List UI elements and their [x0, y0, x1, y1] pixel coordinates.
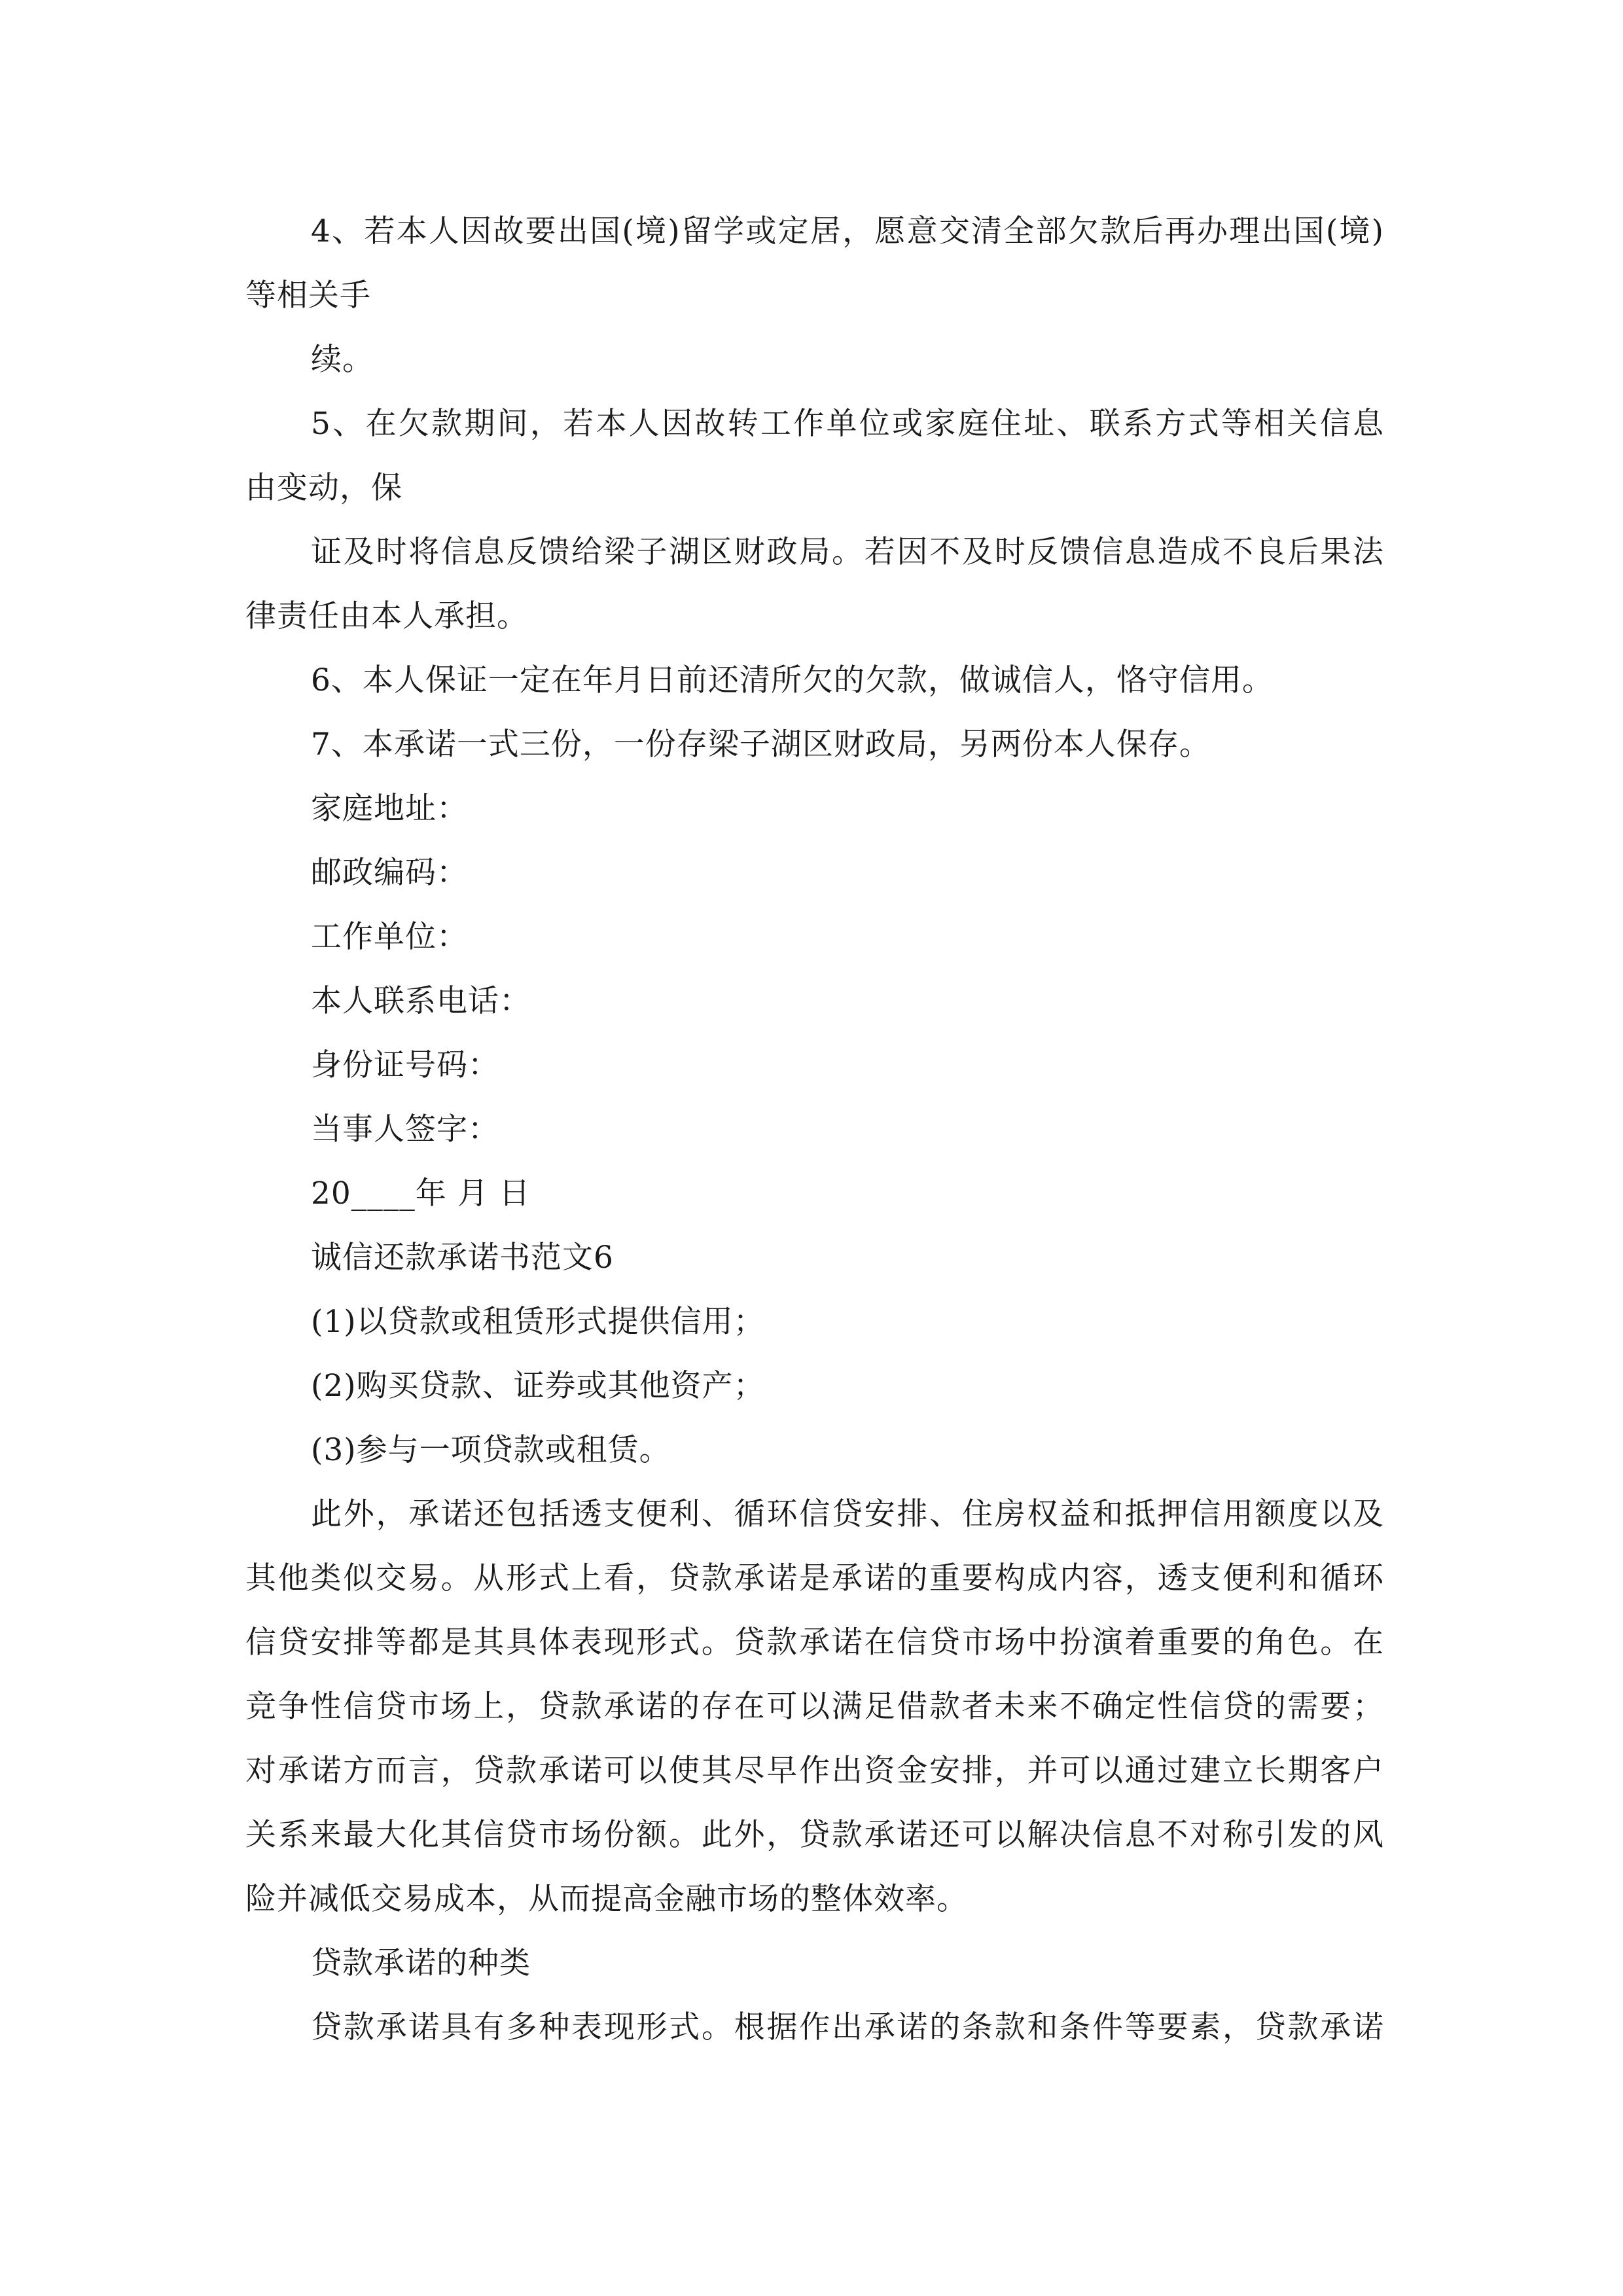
- text-line: 邮政编码：: [311, 855, 468, 891]
- text-line: 竞争性信贷市场上，贷款承诺的存在可以满足借款者未来不确定性信贷的需要；: [245, 1689, 1384, 1725]
- text-line: (1)以贷款或租赁形式提供信用；: [311, 1304, 765, 1340]
- text-line: 身份证号码：: [311, 1047, 499, 1083]
- text-line: 关系来最大化其信贷市场份额。此外，贷款承诺还可以解决信息不对称引发的风: [245, 1817, 1384, 1853]
- text-line: (2)购买贷款、证券或其他资产；: [311, 1368, 765, 1404]
- text-line: 家庭地址：: [311, 791, 468, 827]
- text-line: 其他类似交易。从形式上看，贷款承诺是承诺的重要构成内容，透支便利和循环: [245, 1560, 1384, 1596]
- text-line: 20____年 月 日: [311, 1175, 531, 1211]
- text-line: 本人联系电话：: [311, 983, 531, 1019]
- text-line: 信贷安排等都是其具体表现形式。贷款承诺在信贷市场中扮演着重要的角色。在: [245, 1624, 1384, 1660]
- document-body: [245, 200, 1384, 2060]
- text-line: 等相关手: [245, 278, 371, 314]
- text-line: 贷款承诺具有多种表现形式。根据作出承诺的条款和条件等要素，贷款承诺: [311, 2009, 1384, 2045]
- text-line: 证及时将信息反馈给梁子湖区财政局。若因不及时反馈信息造成不良后果法: [311, 534, 1384, 570]
- text-line: 工作单位：: [311, 919, 468, 955]
- text-line: 对承诺方而言，贷款承诺可以使其尽早作出资金安排，并可以通过建立长期客户: [245, 1753, 1384, 1789]
- text-line: 6、本人保证一定在年月日前还清所欠的欠款，做诚信人，恪守信用。: [311, 662, 1274, 698]
- text-line: 7、本承诺一式三份，一份存梁子湖区财政局，另两份本人保存。: [311, 726, 1211, 762]
- text-line: 由变动，保: [245, 470, 402, 506]
- text-line: 律责任由本人承担。: [245, 598, 528, 634]
- text-line: 诚信还款承诺书范文6: [311, 1240, 614, 1276]
- text-line: 4、若本人因故要出国(境)留学或定居，愿意交清全部欠款后再办理出国(境): [311, 213, 1384, 249]
- text-line: 当事人签字：: [311, 1111, 499, 1147]
- text-line: 续。: [311, 342, 374, 378]
- text-line: 此外，承诺还包括透支便利、循环信贷安排、住房权益和抵押信用额度以及: [311, 1496, 1384, 1532]
- text-line: 险并减低交易成本，从而提高金融市场的整体效率。: [245, 1881, 968, 1917]
- text-line: 5、在欠款期间，若本人因故转工作单位或家庭住址、联系方式等相关信息: [311, 406, 1384, 442]
- text-line: 贷款承诺的种类: [311, 1945, 531, 1981]
- text-line: (3)参与一项贷款或租赁。: [311, 1432, 671, 1468]
